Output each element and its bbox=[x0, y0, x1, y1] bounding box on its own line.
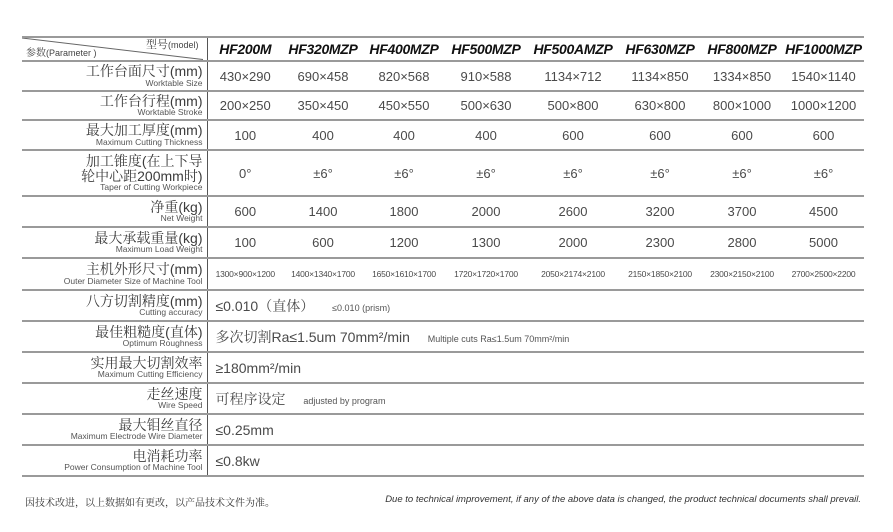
spec-value: 可程序设定 bbox=[215, 390, 286, 407]
row-label-en: Worktable Stroke bbox=[137, 107, 203, 118]
spec-value: ≤0.25mm bbox=[215, 421, 274, 438]
spec-value: ±6° bbox=[445, 150, 527, 196]
spec-table bbox=[22, 36, 864, 477]
spec-value: 2600 bbox=[527, 196, 619, 227]
row-label-cn-line2: 轮中心距200mm时) bbox=[81, 167, 203, 184]
spec-value: 2300×2150×2100 bbox=[701, 258, 783, 290]
spec-value: 1400 bbox=[283, 196, 363, 227]
model-header: HF500AMZP bbox=[527, 37, 619, 61]
row-label-en: Wire Speed bbox=[158, 400, 203, 411]
spec-value: ±6° bbox=[701, 150, 783, 196]
row-label-cn: 最佳粗糙度(直体) bbox=[95, 323, 203, 340]
row-label-cn: 工作台面尺寸(mm) bbox=[85, 63, 203, 80]
spec-row bbox=[22, 61, 864, 91]
row-label-cn: 八方切割精度(mm) bbox=[85, 292, 203, 309]
spec-value: 2700×2500×2200 bbox=[783, 258, 864, 290]
spec-value: ±6° bbox=[363, 150, 445, 196]
row-label bbox=[22, 290, 207, 321]
spec-value: 1400×1340×1700 bbox=[283, 258, 363, 290]
model-header: HF320MZP bbox=[283, 37, 363, 61]
header-corner bbox=[22, 37, 207, 61]
row-label-cn: 最大承载重量(kg) bbox=[94, 229, 203, 246]
row-label-en: Maximum Load Weight bbox=[115, 244, 203, 255]
spec-value: ≤0.8kw bbox=[215, 452, 260, 469]
row-label-en: Maximum Cutting Thickness bbox=[95, 136, 203, 147]
model-label: 型号(model) bbox=[145, 39, 199, 51]
spec-value: 4500 bbox=[783, 196, 864, 227]
row-label bbox=[22, 258, 207, 290]
model-header: HF200M bbox=[207, 37, 283, 61]
spec-value: 100 bbox=[207, 227, 283, 258]
spec-value: 1800 bbox=[363, 196, 445, 227]
parameter-label: 参数(Parameter ) bbox=[26, 47, 97, 59]
spec-value: 600 bbox=[783, 120, 864, 150]
footer-note-cn: 因技术改进，以上数据如有更改，以产品技术文件为准。 bbox=[25, 498, 275, 509]
spec-note: ≤0.010 (prism) bbox=[332, 302, 391, 313]
spec-value: 910×588 bbox=[445, 61, 527, 91]
spec-value: 2300 bbox=[619, 227, 701, 258]
row-label-en: Cutting accuracy bbox=[139, 307, 203, 318]
row-label bbox=[22, 196, 207, 227]
spec-value: 2800 bbox=[701, 227, 783, 258]
spec-value: 多次切割Ra≤1.5um 70mm²/min bbox=[215, 328, 410, 345]
spec-value: 450×550 bbox=[363, 91, 445, 120]
spec-value: 3200 bbox=[619, 196, 701, 227]
spec-value: ≤0.010（直体） bbox=[215, 297, 315, 314]
spec-value-span bbox=[207, 445, 864, 476]
spec-value-span bbox=[207, 321, 864, 352]
spec-value: 800×1000 bbox=[701, 91, 783, 120]
row-label bbox=[22, 61, 207, 91]
row-label-cn: 实用最大切割效率 bbox=[90, 354, 203, 371]
spec-row bbox=[22, 227, 864, 258]
spec-value: 600 bbox=[701, 120, 783, 150]
spec-value: 3700 bbox=[701, 196, 783, 227]
row-label-en: Taper of Cutting Workpiece bbox=[100, 182, 203, 193]
spec-value: 1334×850 bbox=[701, 61, 783, 91]
spec-value: ±6° bbox=[619, 150, 701, 196]
row-label-en: Net Weight bbox=[160, 213, 203, 224]
spec-value: 1134×712 bbox=[527, 61, 619, 91]
spec-value: 400 bbox=[363, 120, 445, 150]
spec-value: ±6° bbox=[783, 150, 864, 196]
spec-value: 0° bbox=[207, 150, 283, 196]
row-label-en: Optimum Roughness bbox=[122, 338, 203, 349]
spec-value: 1720×1720×1700 bbox=[445, 258, 527, 290]
spec-value: ±6° bbox=[283, 150, 363, 196]
spec-value: 1200 bbox=[363, 227, 445, 258]
footer-note-en: Due to technical improvement, if any of the above data is changed, the product technical documents shall prevail. bbox=[385, 494, 861, 505]
spec-value: 1540×1140 bbox=[783, 61, 864, 91]
spec-value: 630×800 bbox=[619, 91, 701, 120]
spec-row bbox=[22, 196, 864, 227]
spec-value-span bbox=[207, 290, 864, 321]
spec-value: 820×568 bbox=[363, 61, 445, 91]
row-label-cn: 走丝速度 bbox=[146, 385, 203, 402]
model-header: HF800MZP bbox=[701, 37, 783, 61]
row-label-cn: 电消耗功率 bbox=[132, 447, 203, 464]
spec-note: adjusted by program bbox=[303, 395, 386, 406]
spec-value: 500×800 bbox=[527, 91, 619, 120]
spec-value: 350×450 bbox=[283, 91, 363, 120]
spec-note: Multiple cuts Ra≤1.5um 70mm²/min bbox=[427, 333, 570, 344]
row-label bbox=[22, 150, 207, 196]
spec-value: 1300 bbox=[445, 227, 527, 258]
model-header: HF400MZP bbox=[363, 37, 445, 61]
spec-value: 690×458 bbox=[283, 61, 363, 91]
row-label-cn: 最大钼丝直径 bbox=[118, 416, 203, 433]
row-label bbox=[22, 383, 207, 414]
spec-value-span bbox=[207, 414, 864, 445]
row-label bbox=[22, 445, 207, 476]
row-label-cn: 加工锥度(在上下导 bbox=[85, 152, 203, 169]
spec-value: 600 bbox=[619, 120, 701, 150]
spec-value: 2150×1850×2100 bbox=[619, 258, 701, 290]
spec-value: 100 bbox=[207, 120, 283, 150]
spec-value: ≥180mm²/min bbox=[215, 359, 301, 376]
model-header: HF630MZP bbox=[619, 37, 701, 61]
spec-value: 400 bbox=[283, 120, 363, 150]
row-label-cn: 最大加工厚度(mm) bbox=[85, 122, 203, 139]
spec-row bbox=[22, 414, 864, 445]
row-label-en: Power Consumption of Machine Tool bbox=[64, 462, 203, 473]
spec-value: 1300×900×1200 bbox=[207, 258, 283, 290]
spec-value: 500×630 bbox=[445, 91, 527, 120]
row-label bbox=[22, 321, 207, 352]
row-label-cn: 净重(kg) bbox=[150, 198, 203, 215]
spec-value: 430×290 bbox=[207, 61, 283, 91]
spec-value: 600 bbox=[527, 120, 619, 150]
spec-value: 200×250 bbox=[207, 91, 283, 120]
row-label bbox=[22, 352, 207, 383]
spec-value: 1650×1610×1700 bbox=[363, 258, 445, 290]
spec-value-span bbox=[207, 383, 864, 414]
row-label bbox=[22, 414, 207, 445]
model-header: HF1000MZP bbox=[783, 37, 864, 61]
spec-value: 2000 bbox=[445, 196, 527, 227]
row-label bbox=[22, 91, 207, 120]
spec-value: 400 bbox=[445, 120, 527, 150]
spec-row bbox=[22, 352, 864, 383]
row-label-cn: 主机外形尺寸(mm) bbox=[85, 261, 203, 278]
spec-value: 600 bbox=[207, 196, 283, 227]
spec-value: 600 bbox=[283, 227, 363, 258]
spec-row bbox=[22, 445, 864, 476]
row-label-en: Outer Diameter Size of Machine Tool bbox=[63, 275, 203, 286]
spec-row bbox=[22, 290, 864, 321]
spec-row bbox=[22, 120, 864, 150]
spec-value: 5000 bbox=[783, 227, 864, 258]
row-label-en: Maximum Electrode Wire Diameter bbox=[70, 431, 203, 442]
row-label-en: Maximum Cutting Efficiency bbox=[97, 369, 203, 380]
spec-row bbox=[22, 150, 864, 196]
spec-row bbox=[22, 383, 864, 414]
spec-value-span bbox=[207, 352, 864, 383]
row-label-cn: 工作台行程(mm) bbox=[99, 92, 203, 109]
spec-value: 2000 bbox=[527, 227, 619, 258]
row-label bbox=[22, 120, 207, 150]
spec-row bbox=[22, 91, 864, 120]
spec-row bbox=[22, 321, 864, 352]
spec-value: 1000×1200 bbox=[783, 91, 864, 120]
header-row bbox=[22, 37, 864, 61]
row-label-en: Worktable Size bbox=[145, 77, 203, 88]
spec-value: 1134×850 bbox=[619, 61, 701, 91]
row-label bbox=[22, 227, 207, 258]
spec-value: ±6° bbox=[527, 150, 619, 196]
spec-row bbox=[22, 258, 864, 290]
model-header: HF500MZP bbox=[445, 37, 527, 61]
spec-value: 2050×2174×2100 bbox=[527, 258, 619, 290]
